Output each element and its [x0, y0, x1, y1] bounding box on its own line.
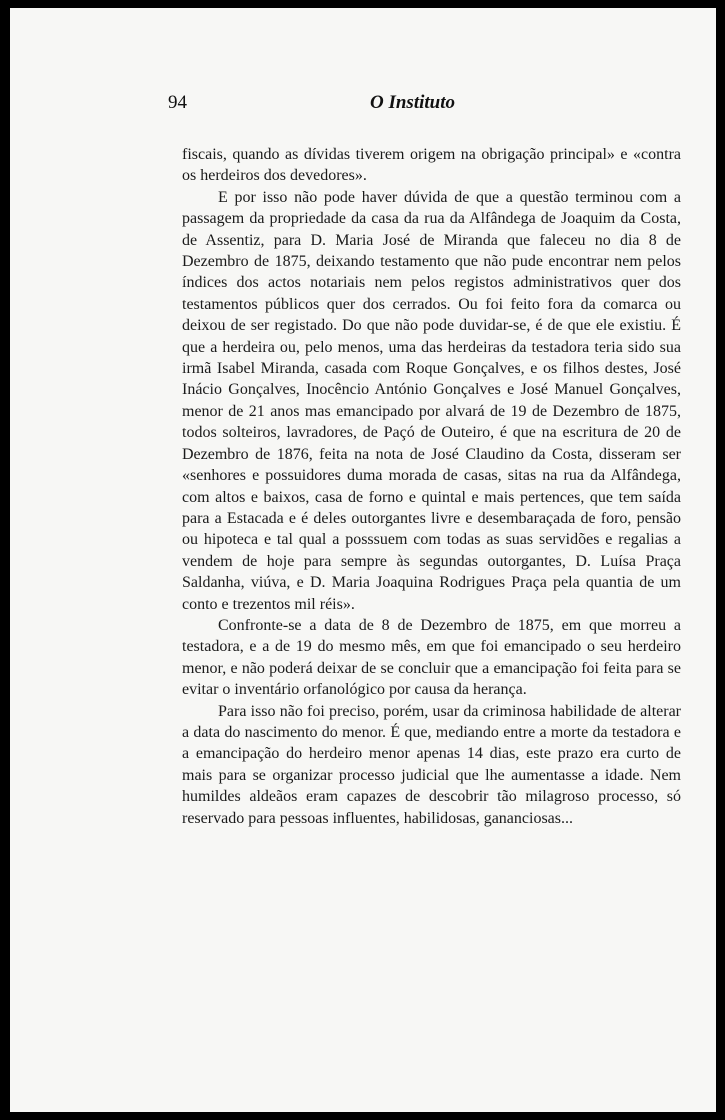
running-header — [10, 92, 716, 122]
paragraph-1: fiscais, quando as dívidas tiverem origem na obrigação principal» e «contra os herdeiros dos devedores». — [182, 146, 681, 185]
body-text — [182, 144, 681, 829]
page-number: 94 — [168, 92, 187, 113]
paragraph-2: E por isso não pode haver dúvida de que a questão terminou com a passagem da propriedade da casa da rua da Alfândega de Joaquim da Costa, de Assentiz, para D. Maria José de Miranda que faleceu no dia 8 de Dezembro de 1875, deixando testamento que não pude encontrar nem pelos índices dos actos notariais nem pelos registos administrativos quer dos testamentos públicos quer dos cerrados. Ou foi feito fora da comarca ou deixou de ser registado. Do que não pode duvidar-se, é de que ele existiu. É que a herdeira ou, pelo menos, uma das herdeiras da testadora teria sido sua irmã Isabel Miranda, casada com Roque Gonçalves, e os filhos destes, José Inácio Gonçalves, Inocêncio António Gonçalves e José Manuel Gonçalves, menor de 21 anos mas emancipado por alvará de 19 de Dezembro de 1875, todos solteiros, lavradores, de Paçó de Outeiro, é que na escritura de 20 de Dezembro de 1876, feita na nota de José Claudino da Costa, disseram ser «senhores e possuidores duma morada de casas, sitas na rua da Alfândega, com altos e baixos, casa de forno e quintal e mais pertences, que tem saída para a Estacada e é deles outorgantes livre e desembaraçada de foro, pensão ou hipoteca e tal qual a posssuem com todas as suas servidões e regalias a vendem de hoje para sempre às segundas outorgantes, D. Luísa Praça Saldanha, viúva, e D. Maria Joaquina Rodrigues Praça pela quantia de um conto e trezentos mil réis». — [182, 188, 681, 613]
paragraph-4: Para isso não foi preciso, porém, usar da criminosa habilidade de alterar a data do nascimento do menor. É que, mediando entre a morte da testadora e a emancipação do herdeiro menor apenas 14 dias, este prazo era curto de mais para se organizar processo judicial que lhe aumentasse a idade. Nem humildes aldeãos eram capazes de descobrir tão milagroso processo, só reservado para pessoas influentes, habilidosas, gananciosas... — [182, 702, 681, 827]
book-page — [10, 8, 716, 1112]
running-title: O Instituto — [370, 92, 456, 113]
paragraph-3: Confronte-se a data de 8 de Dezembro de 1875, em que morreu a testadora, e a de 19 do mesmo mês, em que foi emancipado o seu herdeiro menor, e não poderá deixar de se concluir que a emancipação foi feita para se evitar o inventário orfanológico por causa da herança. — [182, 616, 681, 699]
